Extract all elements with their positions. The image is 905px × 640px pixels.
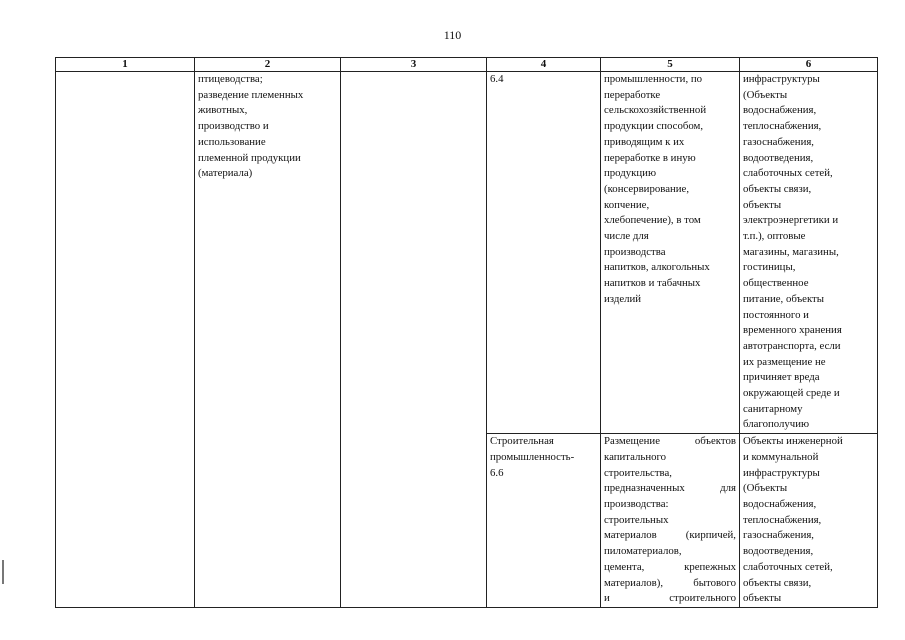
cell-text-line: строительных [604,513,669,526]
cell-text-line: постоянного и [743,308,809,321]
cell-text-line: использование [198,135,266,148]
cell-text-line: электроэнергетики и [743,214,839,227]
cell-text-line: (материала) [198,167,253,180]
cell-text-line: теплоснабжения, [743,513,822,526]
cell-text-line: водоснабжения, [743,104,817,117]
cell-text-line: напитков и табачных [604,277,701,290]
cell-text-line: предназначенных для [604,482,736,495]
cell-text-line: хлебопечение), в том [604,214,701,227]
cell-row1-col2 [195,72,341,608]
cell-text-line: объекты связи, [743,182,812,195]
cell-text-line: переработке [604,88,661,101]
cell-text-line: производство и [198,120,269,133]
cell-text-line: строительства, [604,466,672,479]
cell-text-line: и строительного [604,592,736,605]
cell-text-line: т.п.), оптовые [743,230,806,243]
cell-text-line: переработке в иную [604,151,696,164]
scan-edge-mark [2,560,4,584]
cell-text-line: инфраструктуры [743,466,820,479]
cell-text-line: объекты связи, [743,576,812,589]
header-col-1: 1 [56,58,195,72]
cell-text-line: изделий [604,292,642,305]
header-col-2: 2 [195,58,341,72]
cell-row1-col1 [56,72,195,608]
table-row [56,72,878,434]
header-col-4: 4 [487,58,601,72]
cell-text-line: (Объекты [743,88,788,101]
cell-text-line: водоснабжения, [743,497,817,510]
header-row [56,58,878,72]
cell-text-line: окружающей среде и [743,387,840,400]
cell-row1-col4 [487,72,601,434]
cell-row2-col4 [487,434,601,608]
cell-text-line: благополучию [743,418,810,431]
cell-text-line: промышленность- [490,450,575,463]
cell-text-line: автотранспорта, если [743,339,841,352]
cell-text-line: пиломатериалов, [604,545,682,558]
cell-text-line: слаботочных сетей, [743,167,833,180]
cell-text-line: причиняет вреда [743,371,820,384]
cell-text-line: санитарному [743,402,803,415]
header-col-6: 6 [740,58,878,72]
cell-text-line: газоснабжения, [743,135,815,148]
cell-text-line: (Объекты [743,482,788,495]
cell-text-line: производства: [604,497,669,510]
cell-text-line: продукцию [604,167,657,180]
cell-text-line: гостиницы, [743,261,796,274]
cell-text-line: газоснабжения, [743,529,815,542]
cell-text-line: объекты [743,198,782,211]
cell-text-line: временного хранения [743,324,842,337]
cell-text-line: питание, объекты [743,292,825,305]
cell-text-line: приводящим к их [604,135,685,148]
cell-text-line: общественное [743,277,809,290]
cell-text-line: теплоснабжения, [743,120,822,133]
cell-text-line: животных, [198,104,248,117]
cell-text-line: водоотведения, [743,545,814,558]
cell-text-line: племенной продукции [198,151,301,164]
cell-row2-col5 [601,434,740,608]
cell-text-line: (консервирование, [604,182,690,195]
header-col-5: 5 [601,58,740,72]
cell-text-line: сельскохозяйственной [604,104,707,117]
cell-row1-col3 [341,72,487,608]
cell-text-line: водоотведения, [743,151,814,164]
cell-text-line: цемента, крепежных [604,560,736,573]
cell-row1-col6 [740,72,878,434]
cell-text-line: разведение племенных [198,88,304,101]
cell-row1-col5 [601,72,740,434]
cell-text-line: напитков, алкогольных [604,261,710,274]
cell-text-line: капитального [604,450,667,463]
cell-row2-col6 [740,434,878,608]
cell-text-line: и коммунальной [743,450,819,463]
cell-text-line: 6.4 [490,73,504,85]
cell-text-line: магазины, магазины, [743,245,839,258]
cell-text-line: 6.6 [490,466,504,479]
cell-text-line: птицеводства; [198,73,263,85]
cell-text-line: продукции способом, [604,120,704,133]
cell-text-line: материалов (кирпичей, [604,529,736,542]
cell-text-line: материалов), бытового [604,576,736,589]
cell-text-line: промышленности, по [604,73,703,85]
cell-text-line: копчение, [604,198,650,211]
land-use-table [55,57,878,608]
header-col-3: 3 [341,58,487,72]
cell-text-line: их размещение не [743,355,826,368]
cell-text-line: производства [604,245,666,258]
cell-text-line: инфраструктуры [743,73,820,85]
cell-text-line: Размещение объектов [604,435,736,448]
cell-text-line: Объекты инженерной [743,435,843,448]
cell-text-line: слаботочных сетей, [743,560,833,573]
cell-text-line: Строительная [490,435,554,448]
cell-text-line: числе для [604,230,649,243]
cell-text-line: объекты [743,592,782,605]
page-number: 110 [443,28,462,42]
